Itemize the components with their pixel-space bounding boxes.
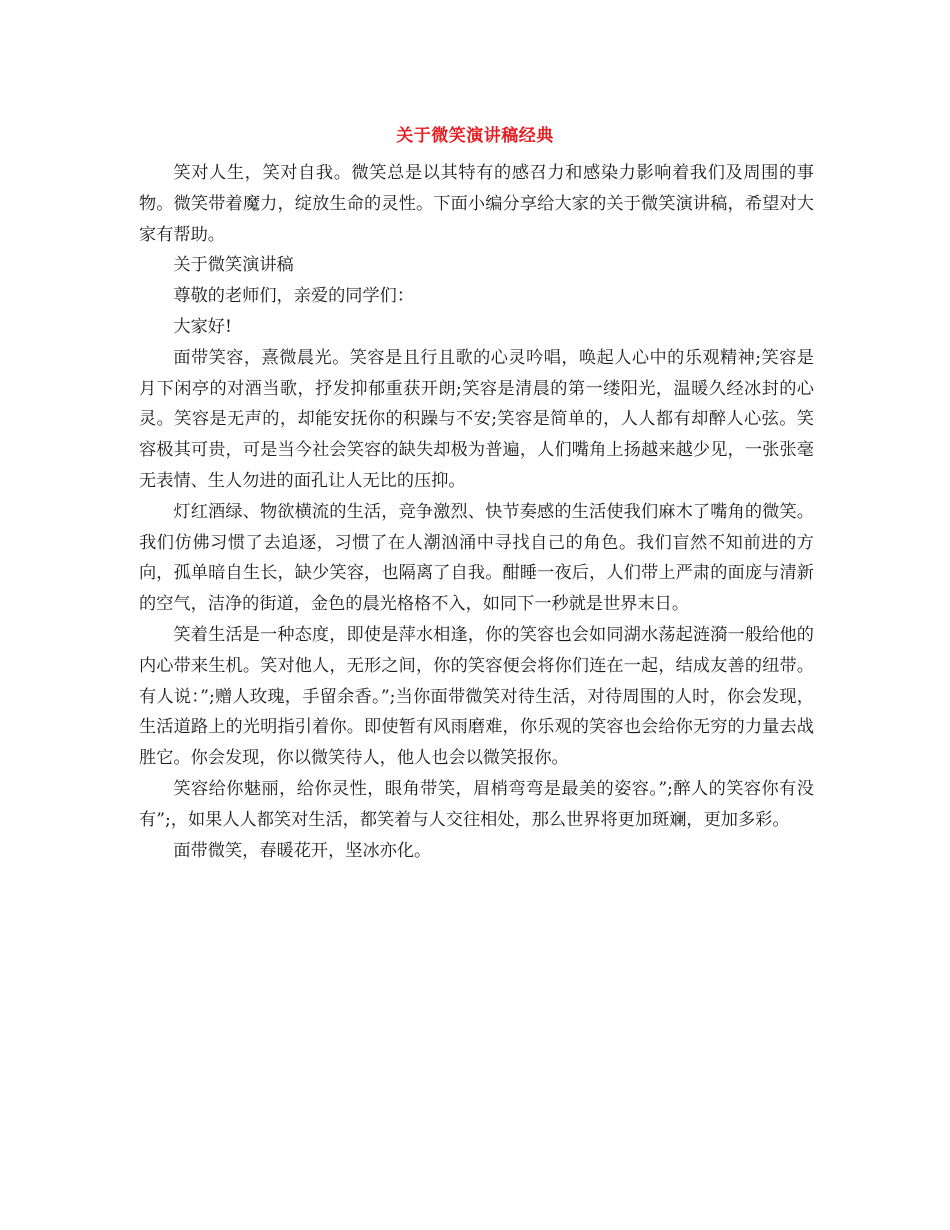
paragraph-closing: 面带微笑，春暖花开，坚冰亦化。 (173, 840, 432, 861)
paragraph-heading: 关于微笑演讲稿 (173, 255, 294, 276)
paragraph-body-2: 灯红酒绿、物欲横流的生活，竞争激烈、快节奏感的生活使我们麻木了嘴角的微笑。我们仿佛习惯了去追逐，习惯了在人潮汹涌中寻找自己的角色。我们盲然不知前进的方向，孤单暗自生长，缺少笑容，也隔离了自我。酣睡一夜后，人们带上严肃的面庞与清新的空气，洁净的街道，金色的晨光格格不入，如同下一秒就是世界末日。 (139, 501, 814, 615)
paragraph-body-3: 笑着生活是一种态度，即使是萍水相逢，你的笑容也会如同湖水荡起涟漪一般给他的内心带来生机。笑对他人，无形之间，你的笑容便会将你们连在一起，结成友善的纽带。有人说：”;赠人玫瑰，手留余香。”;当你面带微笑对待生活，对待周围的人时，你会发现，生活道路上的光明指引着你。即使暂有风雨磨难，你乐观的笑容也会给你无穷的力量去战胜它。你会发现，你以微笑待人，他人也会以微笑报你。 (139, 624, 814, 769)
document-title: 关于微笑演讲稿经典 (396, 126, 554, 146)
paragraph-greeting: 大家好! (173, 316, 232, 337)
paragraph-intro: 笑对人生，笑对自我。微笑总是以其特有的感召力和感染力影响着我们及周围的事物。微笑带着魔力，绽放生命的灵性。下面小编分享给大家的关于微笑演讲稿，希望对大家有帮助。 (139, 163, 814, 245)
paragraph-body-4: 笑容给你魅丽，给你灵性，眼角带笑，眉梢弯弯是最美的姿容。”;醉人的笑容你有没有”;，如果人人都笑对生活，都笑着与人交往相处，那么世界将更加斑斓，更加多彩。 (139, 778, 814, 830)
paragraph-salutation: 尊敬的老师们，亲爱的同学们： (173, 286, 415, 307)
document-body (139, 158, 814, 866)
paragraph-body-1: 面带笑容，熹微晨光。笑容是且行且歌的心灵吟唱，唤起人心中的乐观精神;笑容是月下闲亭的对酒当歌，抒发抑郁重获开朗;笑容是清晨的第一缕阳光，温暖久经冰封的心灵。笑容是无声的，却能安抚你的积躁与不安;笑容是简单的，人人都有却醉人心弦。笑容极其可贵，可是当今社会笑容的缺失却极为普遍，人们嘴角上扬越来越少见，一张张毫无表情、生人勿进的面孔让人无比的压抑。 (139, 347, 814, 491)
